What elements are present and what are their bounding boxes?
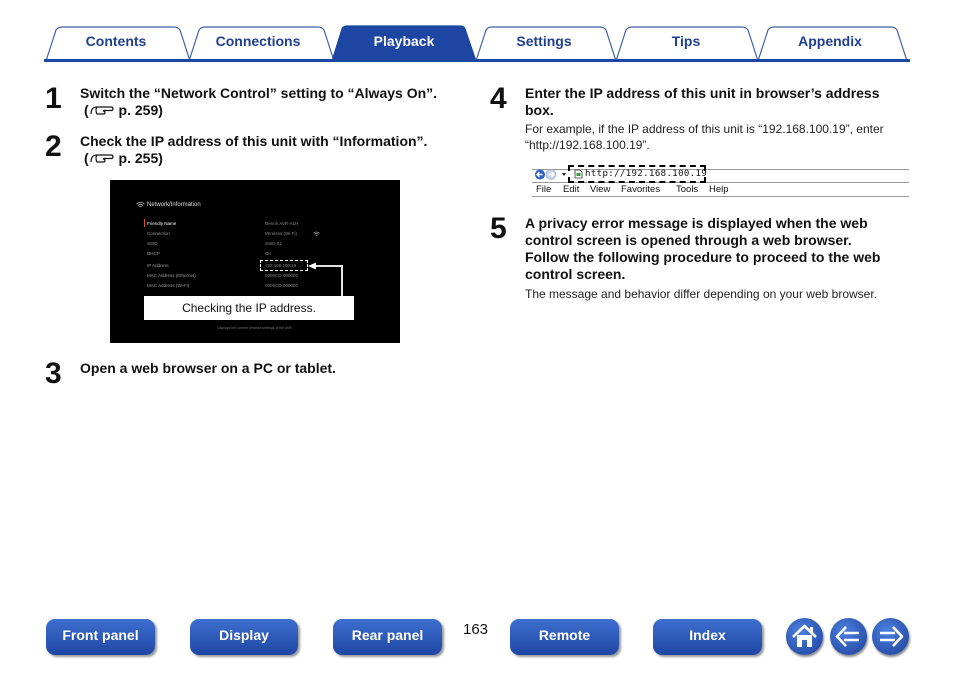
display-button[interactable]: Display: [190, 619, 298, 655]
address-input[interactable]: http://192.168.100.19: [585, 169, 708, 179]
page-number: 163: [463, 621, 489, 638]
menu-tools[interactable]: Tools: [676, 184, 699, 195]
step-1-number: 1: [45, 82, 62, 115]
tv-row-label: SSID: [147, 241, 158, 246]
tv-selection-marker: [144, 219, 145, 227]
home-icon: [786, 618, 823, 655]
tv-row-label: MAC Address (Wi-Fi): [147, 283, 190, 288]
back-button[interactable]: [830, 618, 867, 655]
pointing-hand-icon: [89, 104, 115, 117]
page-icon: [574, 169, 583, 179]
step-5-line-3: Follow the following procedure to proceed to the web: [525, 249, 881, 265]
tv-screen-footer: Displays the current network settings of the AVR.: [217, 326, 293, 330]
menu-file[interactable]: File: [536, 184, 552, 195]
tv-row-value: 192.168.100.19: [265, 263, 297, 268]
tv-network-info-screen: [110, 180, 400, 343]
tv-row-label: MAC Address (Ethernet): [147, 273, 196, 278]
tab-playback[interactable]: Playback: [373, 33, 435, 49]
tv-row-value: SSID 01: [265, 241, 282, 246]
step-1-ref-open: (: [84, 102, 89, 118]
step-4-sub-line-1: For example, if the IP address of this unit is “192.168.100.19”, enter: [525, 122, 884, 136]
step-4-text: [525, 85, 915, 119]
step-2-reference[interactable]: [80, 150, 460, 167]
step-4-subtext: [525, 121, 915, 153]
step-2-number: 2: [45, 130, 62, 163]
tv-row-value: Denon AVR-A1H: [265, 221, 299, 226]
index-button[interactable]: Index: [653, 619, 762, 655]
step-2-instruction: Check the IP address of this unit with “Information”.: [80, 133, 428, 149]
step-5-text: [525, 215, 915, 283]
tab-contents[interactable]: Contents: [85, 33, 147, 49]
ip-address-callout: Checking the IP address.: [144, 296, 354, 320]
step-5-subtext: The message and behavior differ depending on your web browser.: [525, 287, 878, 301]
wifi-icon: [136, 201, 145, 209]
step-4-number: 4: [490, 82, 507, 115]
remote-button[interactable]: Remote: [510, 619, 619, 655]
tab-appendix[interactable]: Appendix: [798, 33, 862, 49]
front-panel-button[interactable]: Front panel: [46, 619, 155, 655]
step-4-sub-line-2: “http://192.168.100.19”.: [525, 138, 650, 152]
tab-bar: [44, 25, 910, 62]
tab-tips[interactable]: Tips: [671, 33, 701, 49]
tv-row-value: 0005CD-000000: [265, 273, 299, 278]
step-5-line-2: control screen is opened through a web browser.: [525, 232, 852, 248]
tv-row-label: Friendly Name: [147, 221, 177, 226]
step-5-line-1: A privacy error message is displayed when the web: [525, 215, 868, 231]
step-5-number: 5: [490, 212, 507, 245]
tab-connections[interactable]: Connections: [215, 33, 301, 49]
step-3-number: 3: [45, 357, 62, 390]
rear-panel-button[interactable]: Rear panel: [333, 619, 442, 655]
step-5-line-4: control screen.: [525, 266, 626, 282]
step-1-text: [80, 85, 460, 119]
menu-help[interactable]: Help: [709, 184, 729, 195]
menu-view[interactable]: View: [590, 184, 611, 195]
tv-row-label: IP Address: [147, 263, 169, 268]
callout-arrow: [306, 262, 346, 298]
tv-row-value: 0005CD-000000: [265, 283, 299, 288]
tv-row-value: On: [265, 251, 272, 256]
pointing-hand-icon: [89, 152, 115, 165]
step-1-instruction: Switch the “Network Control” setting to “Always On”.: [80, 85, 438, 101]
tab-settings[interactable]: Settings: [516, 33, 572, 49]
tv-row-label: DHCP: [147, 251, 160, 256]
step-3-text: Open a web browser on a PC or tablet.: [80, 360, 336, 376]
step-4-line-1: Enter the IP address of this unit in browser’s address: [525, 85, 880, 101]
menu-favorites[interactable]: Favorites: [621, 184, 661, 195]
tv-row-value: Wireless (Wi-Fi): [265, 231, 297, 236]
step-4-line-2: box.: [525, 102, 554, 118]
tv-row-label: Connection: [147, 231, 170, 236]
step-2-text: [80, 133, 460, 167]
arrow-right-icon: [872, 618, 909, 655]
wifi-icon: [313, 231, 320, 237]
tv-screen-title: Network/Information: [147, 202, 201, 208]
browser-address-bar: [532, 163, 909, 199]
menu-edit[interactable]: Edit: [563, 184, 580, 195]
ip-address-highlight-box: [260, 260, 308, 271]
step-2-ref-open: (: [84, 150, 89, 166]
home-button[interactable]: [786, 618, 823, 655]
step-2-ref-page: p. 255): [114, 150, 163, 166]
step-1-ref-page: p. 259): [114, 102, 163, 118]
arrow-left-icon: [830, 618, 867, 655]
step-1-reference[interactable]: [80, 102, 460, 119]
forward-button[interactable]: [872, 618, 909, 655]
